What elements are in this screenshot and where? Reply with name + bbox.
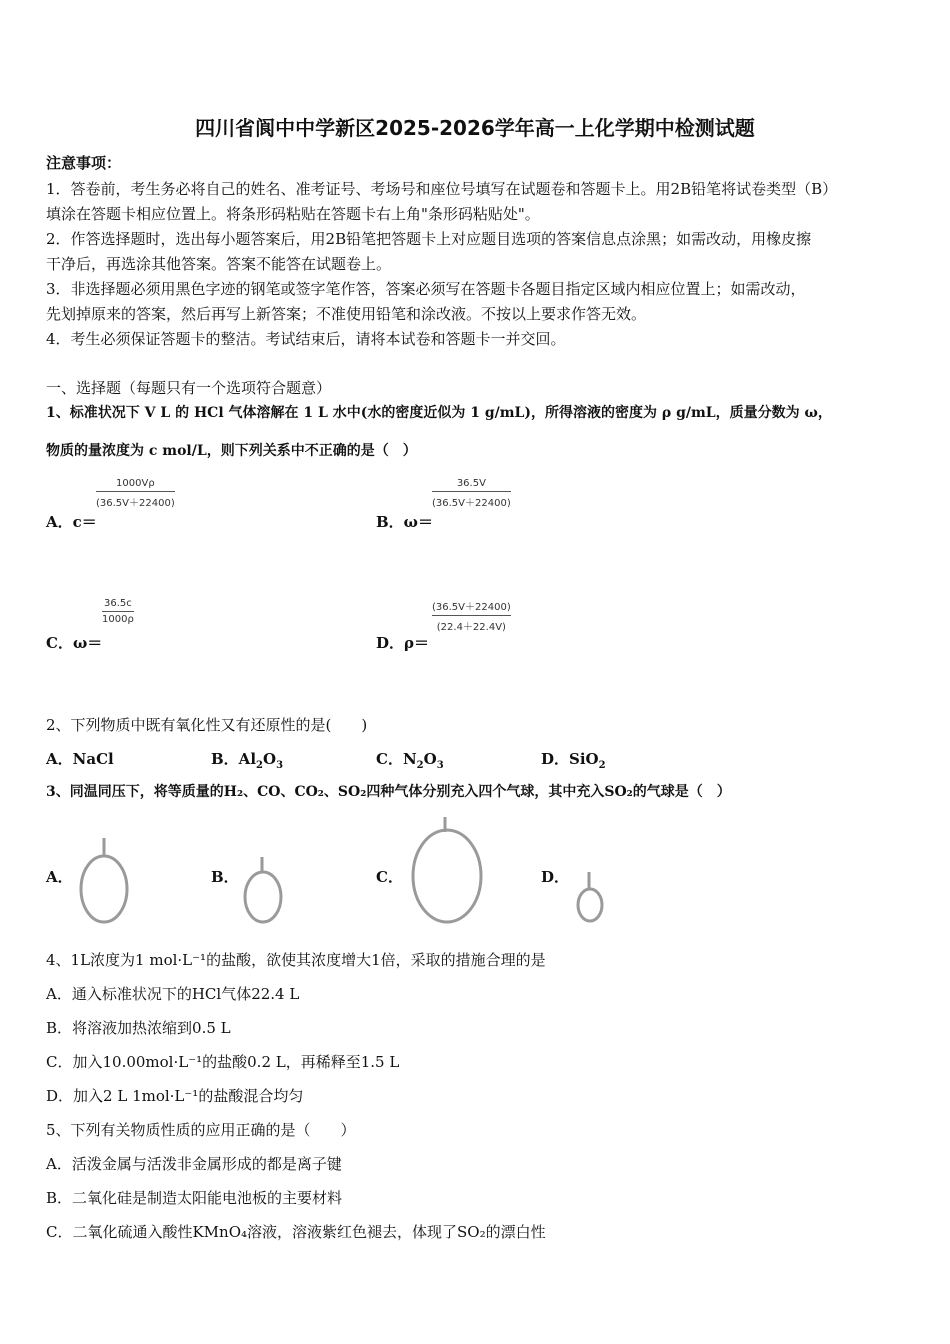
numerator: 36.5V	[456, 478, 486, 489]
denominator: 1000ρ	[102, 614, 134, 625]
section-heading: 一、选择题（每题只有一个选项符合题意）	[46, 379, 332, 397]
balloon-b	[245, 872, 281, 922]
q2-option-d: D．SiO$_2$	[541, 750, 606, 771]
q2-option-c: C．$N_2O_3$	[376, 750, 444, 771]
denominator: (22.4＋22.4V)	[436, 622, 506, 633]
notice-line: 2．作答选择题时，选出每小题答案后，用2B铅笔把答题卡上对应题目选项的答案信息点涂黑；如需改动，用橡皮擦	[46, 230, 812, 248]
notice-line: 3．非选择题必须用黑色字迹的钢笔或签字笔作答，答案必须写在答题卡各题目指定区域内相应位置上；如需改动，	[46, 280, 806, 298]
notice-line: 先划掉原来的答案，然后再写上新答案；不准使用铅笔和涂改液。不按以上要求作答无效。	[46, 305, 647, 323]
denominator: (36.5V＋22400)	[432, 498, 511, 509]
numerator: 1000Vρ	[116, 478, 155, 489]
notice-line: 干净后，再选涂其他答案。答案不能答在试题卷上。	[46, 255, 392, 273]
q3-option-a-label: A．	[46, 868, 73, 886]
q5-option-c: C．二氧化硫通入酸性KMnO₄溶液，溶液紫红色褪去，体现了SO₂的漂白性	[46, 1223, 546, 1241]
q3-stem: 3、同温同压下，将等质量的H₂、CO、CO₂、SO₂四种气体分别充入四个气球，其中充入SO₂的气球是（ ）	[46, 784, 731, 800]
notice-line: 1．答卷前，考生务必将自己的姓名、准考证号、考场号和座位号填写在试题卷和答题卡上。用2B铅笔将试卷类型（B）	[46, 180, 838, 198]
q5-option-a: A．活泼金属与活泼非金属形成的都是离子键	[46, 1155, 342, 1173]
q1-option-b-label: B．ω＝	[376, 513, 433, 531]
balloon-a	[81, 856, 127, 922]
q2-option-a: A．NaCl	[46, 750, 114, 768]
q4-option-c: C．加入10.00mol·L⁻¹的盐酸0.2 L，再稀释至1.5 L	[46, 1053, 400, 1071]
q4-stem: 4、1L浓度为1 mol·L⁻¹的盐酸，欲使其浓度增大1倍，采取的措施合理的是	[46, 951, 546, 969]
q4-option-a: A．通入标准状况下的HCl气体22.4 L	[46, 985, 300, 1003]
q2-stem: 2、下列物质中既有氧化性又有还原性的是( )	[46, 716, 368, 734]
denominator: (36.5V＋22400)	[96, 498, 175, 509]
notice-line: 填涂在答题卡相应位置上。将条形码粘贴在答题卡右上角"条形码粘贴处"。	[46, 205, 540, 223]
page-title: 四川省阆中中学新区2025-2026学年高一上化学期中检测试题	[195, 116, 755, 140]
q3-option-d-label: D．	[541, 868, 570, 886]
q4-option-d: D．加入2 L 1mol·L⁻¹的盐酸混合均匀	[46, 1087, 304, 1105]
q5-option-b: B．二氧化硅是制造太阳能电池板的主要材料	[46, 1189, 343, 1207]
q1-stem-line2: 物质的量浓度为 c mol/L，则下列关系中不正确的是（ ）	[46, 443, 417, 459]
q1-option-d-label: D．ρ＝	[376, 634, 429, 652]
balloon-c	[413, 830, 481, 922]
notice-heading: 注意事项：	[46, 154, 122, 172]
q4-option-b: B．将溶液加热浓缩到0.5 L	[46, 1019, 231, 1037]
q5-stem: 5、下列有关物质性质的应用正确的是（ ）	[46, 1121, 356, 1139]
q2-option-b: B．$Al_2O_3$	[211, 750, 284, 771]
numerator: 36.5c	[104, 598, 132, 609]
balloon-d	[578, 889, 602, 921]
q3-option-c-label: C．	[376, 868, 403, 886]
q1-option-a-label: A．c＝	[46, 513, 97, 531]
q3-option-b-label: B．	[211, 868, 239, 886]
q1-stem-line1: 1、标准状况下 V L 的 HCl 气体溶解在 1 L 水中(水的密度近似为 1 g/mL)，所得溶液的密度为 ρ g/mL，质量分数为 ω，	[46, 405, 832, 421]
notice-line: 4．考生必须保证答题卡的整洁。考试结束后，请将本试卷和答题卡一并交回。	[46, 330, 566, 348]
numerator: (36.5V＋22400)	[432, 602, 511, 613]
q1-option-c-label: C．ω＝	[46, 634, 103, 652]
